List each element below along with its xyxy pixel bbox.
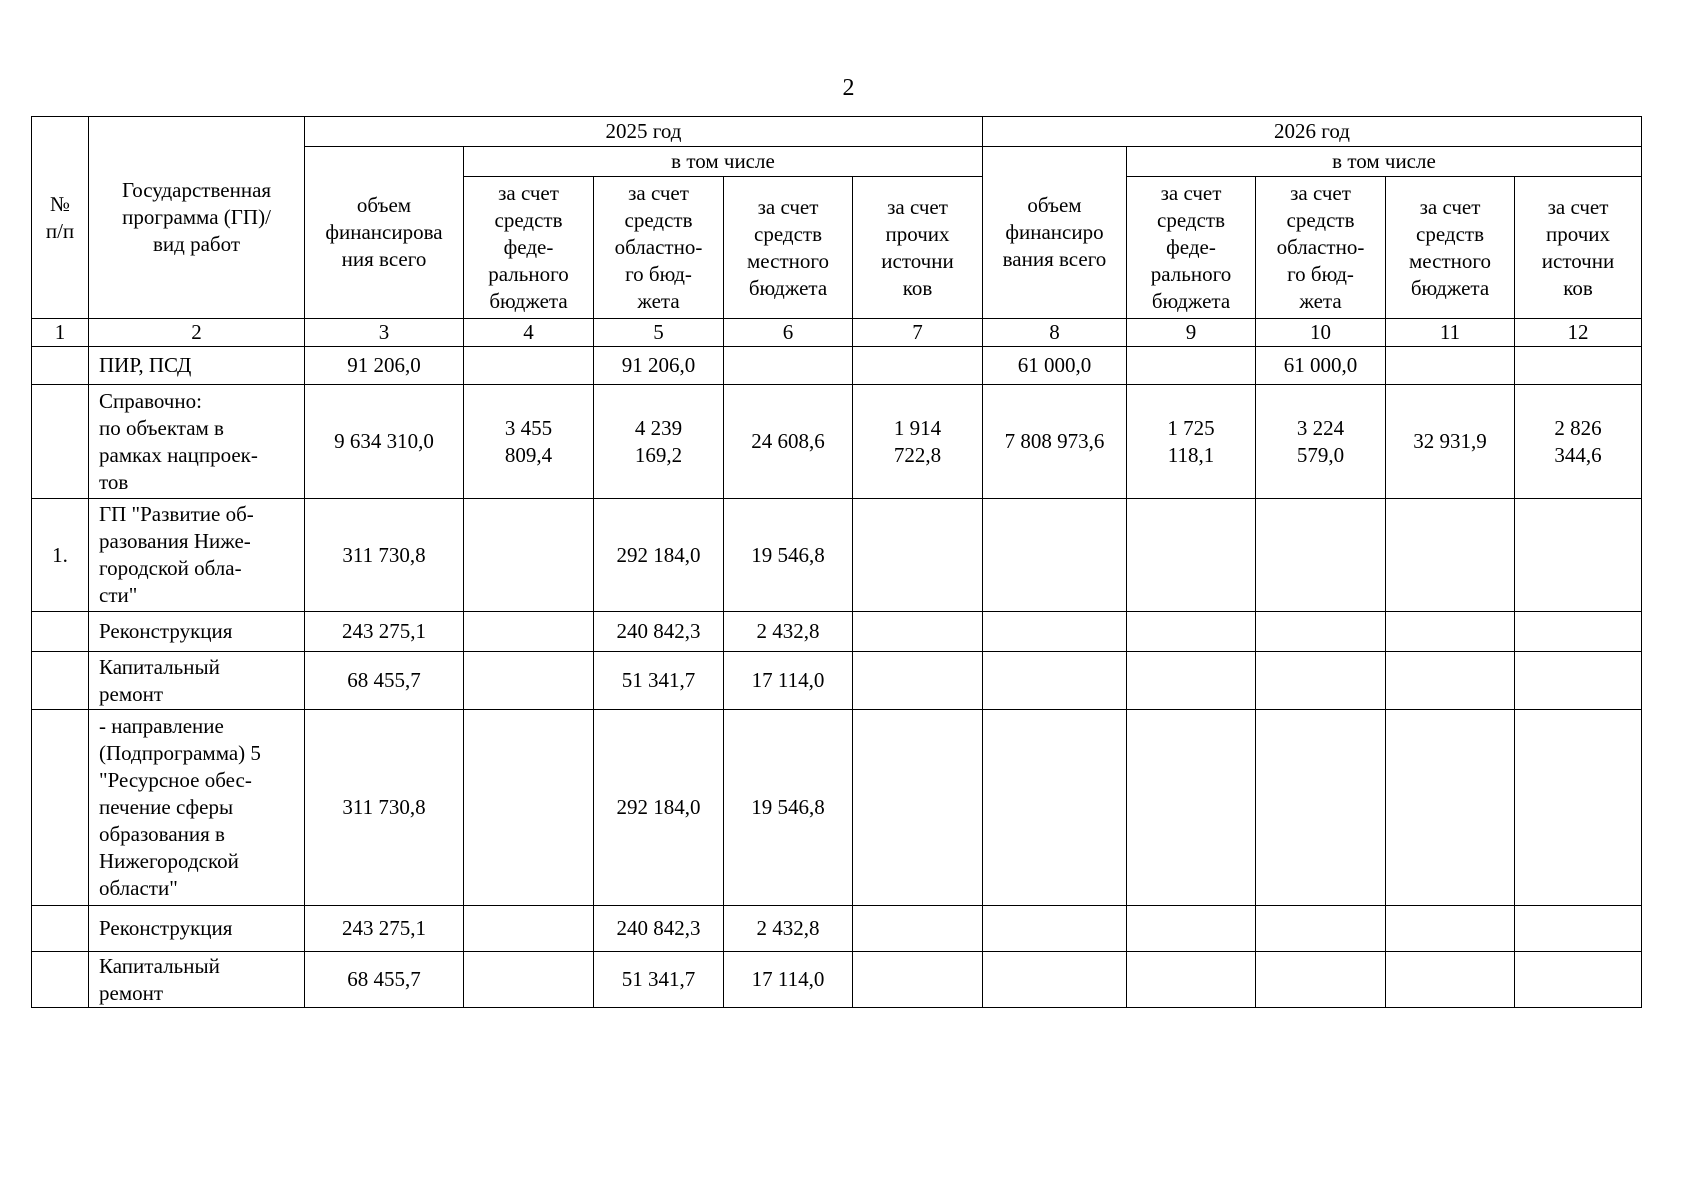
cell-local-2026 <box>1386 499 1515 612</box>
cell-local-2026 <box>1386 952 1515 1008</box>
financing-table <box>31 116 1642 1008</box>
header-row-number: № п/п <box>32 117 89 319</box>
cell-local-2025 <box>724 347 853 385</box>
cell-federal-2026 <box>1127 710 1256 906</box>
cell-total-2026 <box>983 906 1127 952</box>
cell-regional-2026: 61 000,0 <box>1256 347 1386 385</box>
table-row <box>32 652 1642 710</box>
column-number: 8 <box>983 319 1127 347</box>
cell-federal-2026 <box>1127 906 1256 952</box>
cell-local-2026 <box>1386 906 1515 952</box>
cell-other-2026 <box>1515 952 1642 1008</box>
row-name: Реконструкция <box>89 612 305 652</box>
cell-total-2025: 68 455,7 <box>305 652 464 710</box>
cell-federal-2025 <box>464 499 594 612</box>
cell-federal-2025: 3 455 809,4 <box>464 385 594 499</box>
header-regional-2025: за счет средств областно- го бюд- жета <box>594 177 724 319</box>
header-local-2026: за счет средств местного бюджета <box>1386 177 1515 319</box>
cell-local-2025: 24 608,6 <box>724 385 853 499</box>
cell-total-2025: 91 206,0 <box>305 347 464 385</box>
row-number: 1. <box>32 499 89 612</box>
header-year-2025: 2025 год <box>305 117 983 147</box>
column-number: 6 <box>724 319 853 347</box>
cell-total-2025: 311 730,8 <box>305 710 464 906</box>
row-number <box>32 347 89 385</box>
cell-local-2025: 19 546,8 <box>724 710 853 906</box>
cell-local-2025: 17 114,0 <box>724 952 853 1008</box>
table-row <box>32 906 1642 952</box>
cell-federal-2025 <box>464 906 594 952</box>
cell-local-2026 <box>1386 347 1515 385</box>
cell-federal-2025 <box>464 612 594 652</box>
cell-federal-2026 <box>1127 652 1256 710</box>
table-row <box>32 499 1642 612</box>
cell-total-2026 <box>983 710 1127 906</box>
column-number: 2 <box>89 319 305 347</box>
column-number-row <box>32 319 1642 347</box>
cell-other-2025 <box>853 906 983 952</box>
header-other-2026: за счет прочих источни ков <box>1515 177 1642 319</box>
cell-federal-2026 <box>1127 347 1256 385</box>
cell-regional-2025: 51 341,7 <box>594 952 724 1008</box>
cell-local-2025: 2 432,8 <box>724 906 853 952</box>
cell-federal-2025 <box>464 952 594 1008</box>
cell-total-2025: 68 455,7 <box>305 952 464 1008</box>
cell-local-2026 <box>1386 612 1515 652</box>
row-name: Капитальный ремонт <box>89 952 305 1008</box>
cell-total-2025: 243 275,1 <box>305 612 464 652</box>
row-name: ГП "Развитие об- разования Ниже- городской обла- сти" <box>89 499 305 612</box>
row-name: ПИР, ПСД <box>89 347 305 385</box>
cell-federal-2026: 1 725 118,1 <box>1127 385 1256 499</box>
table-row <box>32 612 1642 652</box>
table-row <box>32 347 1642 385</box>
column-number: 3 <box>305 319 464 347</box>
cell-federal-2026 <box>1127 499 1256 612</box>
cell-total-2026: 61 000,0 <box>983 347 1127 385</box>
table-row <box>32 952 1642 1008</box>
header-including-2025: в том числе <box>464 147 983 177</box>
cell-regional-2026 <box>1256 952 1386 1008</box>
table-row <box>32 385 1642 499</box>
column-number: 4 <box>464 319 594 347</box>
cell-regional-2026 <box>1256 612 1386 652</box>
cell-federal-2026 <box>1127 612 1256 652</box>
cell-federal-2026 <box>1127 952 1256 1008</box>
cell-local-2025: 17 114,0 <box>724 652 853 710</box>
cell-local-2025: 19 546,8 <box>724 499 853 612</box>
row-name: Капитальный ремонт <box>89 652 305 710</box>
cell-total-2025: 243 275,1 <box>305 906 464 952</box>
cell-other-2025 <box>853 347 983 385</box>
header-including-2026: в том числе <box>1127 147 1642 177</box>
column-number: 10 <box>1256 319 1386 347</box>
row-number <box>32 710 89 906</box>
cell-regional-2026 <box>1256 710 1386 906</box>
cell-other-2026 <box>1515 499 1642 612</box>
cell-other-2026 <box>1515 906 1642 952</box>
column-number: 11 <box>1386 319 1515 347</box>
cell-regional-2026 <box>1256 906 1386 952</box>
page-number: 2 <box>842 75 855 101</box>
header-local-2025: за счет средств местного бюджета <box>724 177 853 319</box>
row-number <box>32 652 89 710</box>
row-name: - направление (Подпрограмма) 5 "Ресурсное обес- печение сферы образования в Нижегородской области" <box>89 710 305 906</box>
cell-total-2025: 9 634 310,0 <box>305 385 464 499</box>
header-other-2025: за счет прочих источни ков <box>853 177 983 319</box>
row-name: Реконструкция <box>89 906 305 952</box>
cell-total-2026 <box>983 612 1127 652</box>
cell-regional-2025: 4 239 169,2 <box>594 385 724 499</box>
cell-regional-2025: 240 842,3 <box>594 612 724 652</box>
header-total-2026: объем финансиро вания всего <box>983 147 1127 319</box>
cell-other-2025 <box>853 952 983 1008</box>
cell-regional-2025: 292 184,0 <box>594 499 724 612</box>
cell-local-2026: 32 931,9 <box>1386 385 1515 499</box>
row-number <box>32 385 89 499</box>
header-year-2026: 2026 год <box>983 117 1642 147</box>
cell-total-2026 <box>983 499 1127 612</box>
cell-federal-2025 <box>464 652 594 710</box>
header-program: Государственная программа (ГП)/ вид работ <box>89 117 305 319</box>
column-number: 1 <box>32 319 89 347</box>
cell-local-2026 <box>1386 652 1515 710</box>
cell-other-2026 <box>1515 652 1642 710</box>
cell-local-2026 <box>1386 710 1515 906</box>
cell-other-2025 <box>853 499 983 612</box>
row-number <box>32 952 89 1008</box>
cell-regional-2026: 3 224 579,0 <box>1256 385 1386 499</box>
cell-other-2025 <box>853 612 983 652</box>
cell-other-2026 <box>1515 612 1642 652</box>
header-federal-2026: за счет средств феде- рального бюджета <box>1127 177 1256 319</box>
cell-other-2025 <box>853 652 983 710</box>
cell-regional-2025: 292 184,0 <box>594 710 724 906</box>
cell-total-2025: 311 730,8 <box>305 499 464 612</box>
cell-other-2026 <box>1515 710 1642 906</box>
cell-other-2025 <box>853 710 983 906</box>
column-number: 5 <box>594 319 724 347</box>
cell-federal-2025 <box>464 710 594 906</box>
header-total-2025: объем финансирова ния всего <box>305 147 464 319</box>
header-regional-2026: за счет средств областно- го бюд- жета <box>1256 177 1386 319</box>
table-header <box>32 117 1642 347</box>
table-row <box>32 710 1642 906</box>
cell-regional-2026 <box>1256 652 1386 710</box>
cell-other-2026 <box>1515 347 1642 385</box>
cell-regional-2025: 51 341,7 <box>594 652 724 710</box>
cell-regional-2025: 240 842,3 <box>594 906 724 952</box>
cell-local-2025: 2 432,8 <box>724 612 853 652</box>
cell-total-2026 <box>983 952 1127 1008</box>
cell-regional-2025: 91 206,0 <box>594 347 724 385</box>
header-federal-2025: за счет средств феде- рального бюджета <box>464 177 594 319</box>
column-number: 9 <box>1127 319 1256 347</box>
row-number <box>32 906 89 952</box>
cell-other-2026: 2 826 344,6 <box>1515 385 1642 499</box>
table-body <box>32 347 1642 1008</box>
cell-federal-2025 <box>464 347 594 385</box>
row-number <box>32 612 89 652</box>
row-name: Справочно: по объектам в рамках нацпроек- тов <box>89 385 305 499</box>
cell-other-2025: 1 914 722,8 <box>853 385 983 499</box>
column-number: 12 <box>1515 319 1642 347</box>
cell-regional-2026 <box>1256 499 1386 612</box>
cell-total-2026 <box>983 652 1127 710</box>
cell-total-2026: 7 808 973,6 <box>983 385 1127 499</box>
column-number: 7 <box>853 319 983 347</box>
